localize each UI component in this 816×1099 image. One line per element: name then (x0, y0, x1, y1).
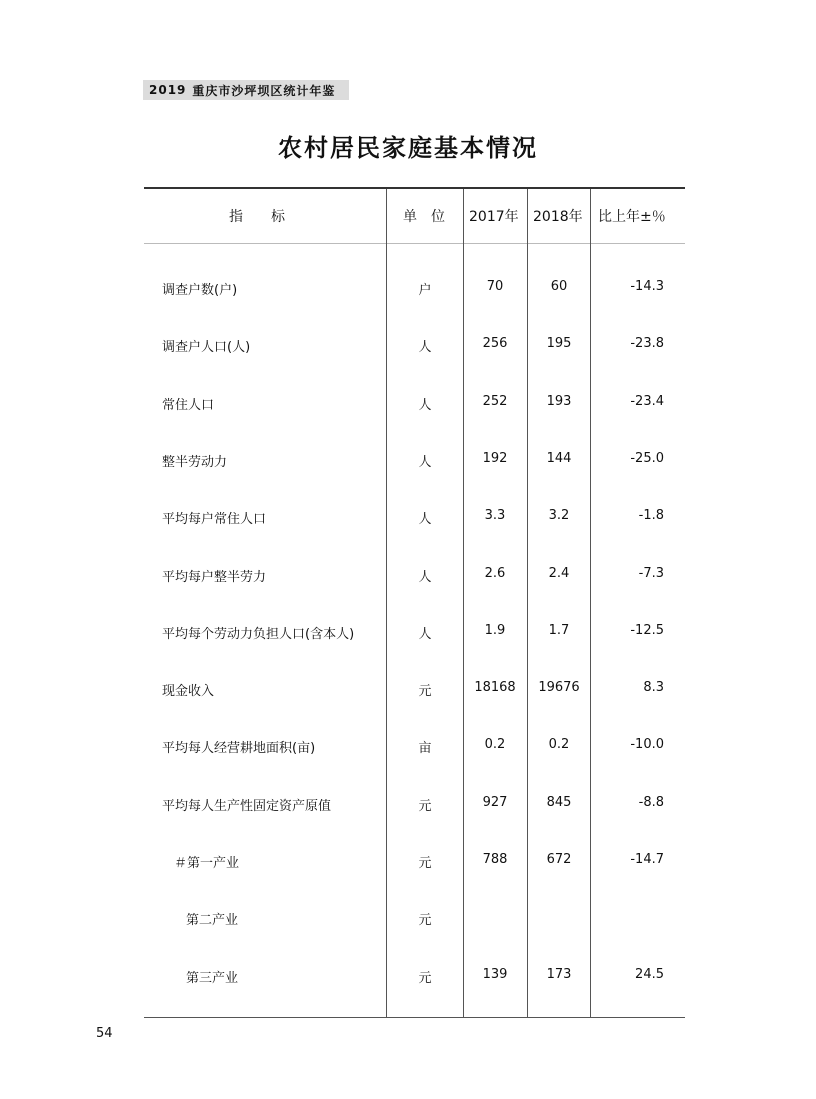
row-2017: 3.3 (484, 508, 506, 523)
row-2018: 0.2 (548, 737, 570, 752)
row-2017: 256 (482, 336, 508, 351)
row-unit: 元 (418, 971, 432, 986)
row-unit: 人 (418, 455, 432, 470)
column-divider (590, 189, 591, 1017)
column-divider (527, 189, 528, 1017)
row-unit: 元 (418, 856, 432, 871)
row-2017: 1.9 (484, 623, 506, 638)
row-indicator: 常住人口 (162, 398, 215, 413)
row-unit: 亩 (418, 741, 432, 756)
row-indicator: 整半劳动力 (162, 455, 228, 470)
running-header-year: 2019 (149, 83, 187, 97)
row-change: -14.7 (630, 852, 664, 867)
row-change: -23.4 (630, 394, 664, 409)
table-header-rule (144, 243, 685, 244)
row-2018: 193 (546, 394, 572, 409)
row-indicator: 调查户人口(人) (162, 340, 251, 355)
row-unit: 元 (418, 684, 432, 699)
row-change: -14.3 (630, 279, 664, 294)
row-2018: 672 (546, 852, 572, 867)
header-indicator: 指 标 (229, 209, 285, 225)
row-indicator: 第二产业 (186, 913, 239, 928)
row-change: -1.8 (638, 508, 664, 523)
table-top-rule (144, 187, 685, 189)
row-2017: 0.2 (484, 737, 506, 752)
header-change: 比上年±％ (598, 209, 666, 225)
row-change: 8.3 (643, 680, 664, 695)
page-title: 农村居民家庭基本情况 (278, 133, 538, 162)
running-header (143, 80, 349, 100)
table-bottom-rule (144, 1017, 685, 1018)
row-change: -12.5 (630, 623, 664, 638)
row-indicator: 平均每人生产性固定资产原值 (162, 799, 332, 814)
row-indicator: ＃第一产业 (174, 856, 240, 871)
row-indicator: 调查户数(户) (162, 283, 238, 298)
row-2018: 144 (546, 451, 572, 466)
row-2018: 195 (546, 336, 572, 351)
header-unit: 单 位 (403, 209, 445, 225)
row-unit: 元 (418, 913, 432, 928)
row-change: -10.0 (630, 737, 664, 752)
row-2018: 1.7 (548, 623, 570, 638)
row-indicator: 平均每户整半劳力 (162, 570, 267, 585)
row-indicator: 平均每人经营耕地面积(亩) (162, 741, 316, 756)
row-unit: 户 (418, 283, 432, 298)
row-2017: 192 (482, 451, 508, 466)
row-change: -23.8 (630, 336, 664, 351)
row-2018: 845 (546, 795, 572, 810)
page-number: 54 (96, 1026, 113, 1041)
row-unit: 人 (418, 570, 432, 585)
row-change: 24.5 (635, 967, 664, 982)
row-2017: 252 (482, 394, 508, 409)
row-2018: 3.2 (548, 508, 570, 523)
row-indicator: 平均每个劳动力负担人口(含本人) (162, 627, 355, 642)
row-2018: 60 (550, 279, 568, 294)
row-change: -25.0 (630, 451, 664, 466)
row-2017: 70 (486, 279, 504, 294)
column-divider (463, 189, 464, 1017)
column-divider (386, 189, 387, 1017)
row-indicator: 现金收入 (162, 684, 215, 699)
row-change: -7.3 (638, 566, 664, 581)
row-2018: 2.4 (548, 566, 570, 581)
header-2018: 2018年 (533, 209, 583, 225)
row-unit: 人 (418, 398, 432, 413)
row-2017: 139 (482, 967, 508, 982)
row-change: -8.8 (638, 795, 664, 810)
row-indicator: 平均每户常住人口 (162, 512, 267, 527)
row-2017: 788 (482, 852, 508, 867)
row-2018: 19676 (538, 680, 580, 695)
row-unit: 人 (418, 512, 432, 527)
row-indicator: 第三产业 (186, 971, 239, 986)
row-unit: 人 (418, 340, 432, 355)
row-2017: 927 (482, 795, 508, 810)
row-unit: 元 (418, 799, 432, 814)
running-header-title: 重庆市沙坪坝区统计年鉴 (192, 83, 336, 98)
row-2017: 2.6 (484, 566, 506, 581)
row-2017: 18168 (474, 680, 516, 695)
row-2018: 173 (546, 967, 572, 982)
row-unit: 人 (418, 627, 432, 642)
header-2017: 2017年 (469, 209, 519, 225)
